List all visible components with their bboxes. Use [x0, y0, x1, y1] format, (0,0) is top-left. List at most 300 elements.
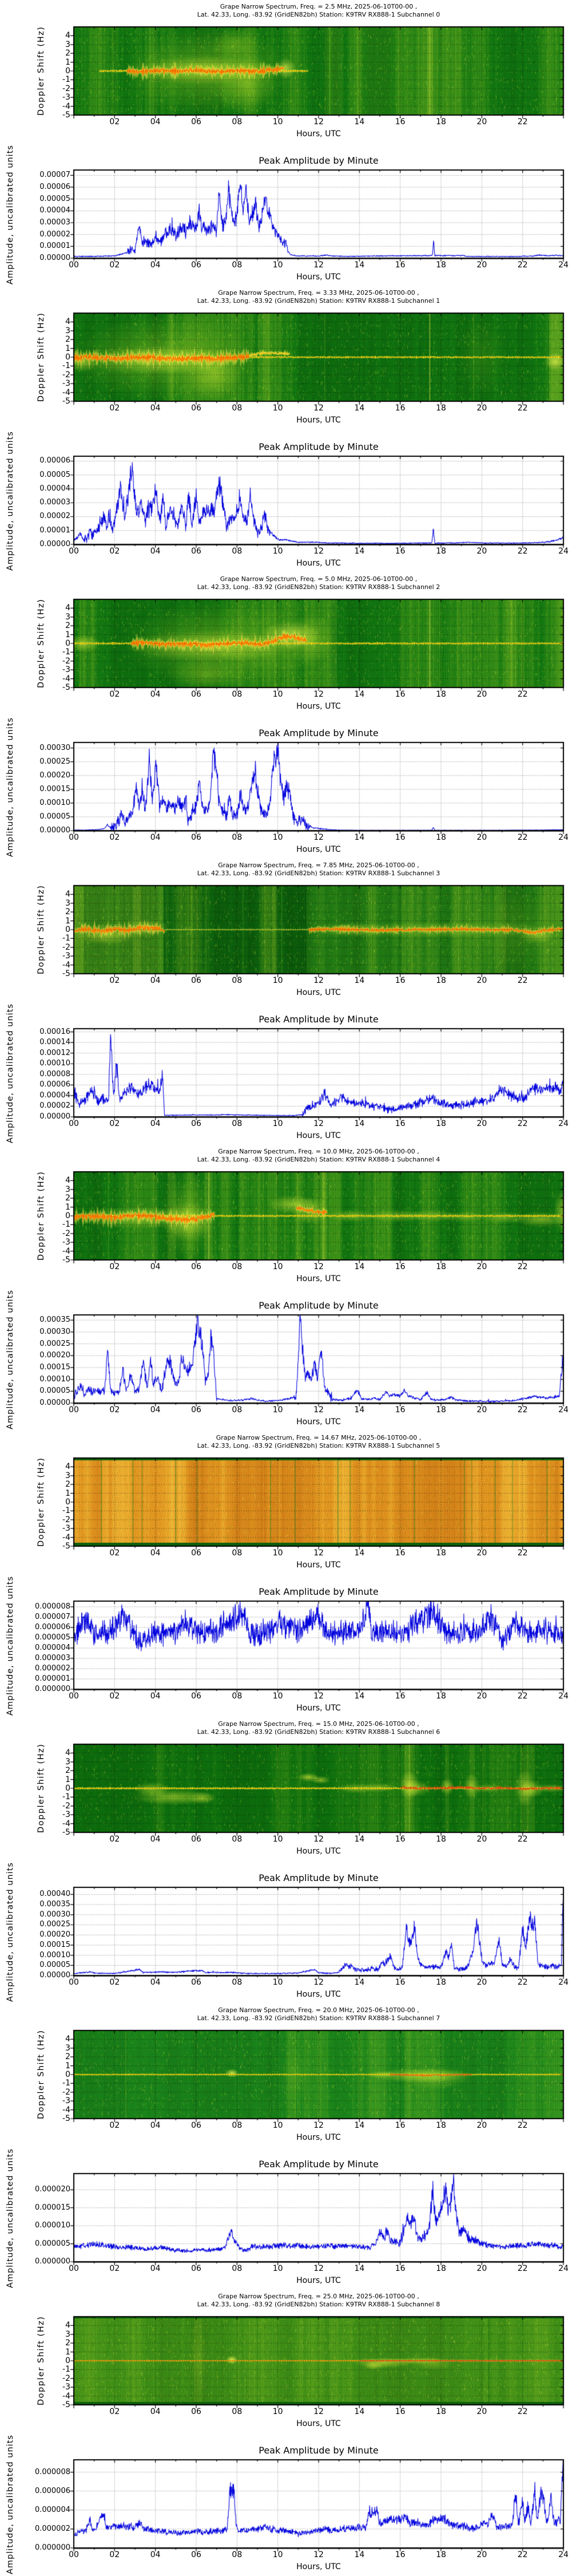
x-tick-label: 04	[150, 117, 161, 127]
x-tick-label: 12	[313, 404, 324, 413]
x-axis-label: Hours, UTC	[296, 2133, 341, 2142]
y-tick-label: 4	[65, 1462, 70, 1472]
y-tick-label: 2	[65, 1194, 70, 1203]
x-tick-label: 10	[272, 1978, 283, 1987]
y-tick-label: 0.00025	[39, 1920, 70, 1929]
x-tick-label: 08	[232, 547, 243, 556]
y-tick-label: 3	[65, 2043, 70, 2053]
x-tick-label: 12	[313, 1548, 324, 1558]
y-tick-label: 0.00001	[39, 242, 70, 251]
plot-title: Peak Amplitude by Minute	[259, 1586, 379, 1597]
x-tick-label: 16	[395, 1405, 406, 1415]
x-tick-label: 18	[436, 1835, 446, 1844]
plot-title-line2: Lat. 42.33, Long. -83.92 (GridEN82bh) Station: K9TRV RX888-1 Subchannel 4	[197, 1156, 440, 1163]
x-tick-label: 20	[476, 1692, 487, 1701]
y-tick-label: 3	[65, 326, 70, 335]
spectrogram-block-5	[0, 1431, 572, 1574]
x-tick-label: 04	[150, 404, 161, 413]
y-axis-label: Doppler Shift (Hz)	[37, 1171, 46, 1261]
y-tick-label: 0.00035	[39, 1315, 70, 1325]
x-tick-label: 16	[395, 1119, 406, 1128]
y-tick-label: 3	[65, 1471, 70, 1480]
y-tick-label: 1	[65, 916, 70, 926]
y-axis-label: Amplitude, uncalibrated units	[6, 2148, 15, 2288]
y-tick-label: 4	[65, 890, 70, 899]
x-tick-label: 06	[191, 976, 201, 985]
y-tick-label: 0.000000	[34, 1685, 70, 1693]
x-tick-label: 22	[517, 1692, 528, 1701]
x-tick-label: 16	[395, 2121, 406, 2130]
x-tick-label: 10	[272, 404, 283, 413]
x-tick-label: 18	[436, 1119, 446, 1128]
y-tick-label: -2	[62, 1515, 70, 1524]
x-tick-label: 02	[109, 1119, 120, 1128]
x-axis-label: Hours, UTC	[296, 129, 341, 139]
x-tick-label: 10	[272, 833, 283, 842]
spectrogram-block-4	[0, 1145, 572, 1288]
x-tick-label: 14	[354, 1548, 365, 1558]
y-tick-label: 0.00008	[39, 1069, 70, 1078]
x-tick-label: 08	[232, 1405, 243, 1415]
x-tick-label: 12	[313, 976, 324, 985]
x-tick-label: 20	[476, 976, 487, 985]
x-tick-label: 06	[191, 1405, 201, 1415]
y-tick-label: 0.00004	[39, 1091, 70, 1100]
y-tick-label: 0.00000	[39, 1971, 70, 1980]
x-tick-label: 02	[109, 1405, 120, 1415]
x-tick-label: 20	[476, 2550, 487, 2559]
y-tick-label: -1	[62, 2079, 70, 2088]
amplitude-block-4	[0, 1288, 572, 1431]
x-tick-label: 24	[558, 1405, 569, 1415]
y-tick-label: 2	[65, 621, 70, 631]
x-tick-label: 18	[436, 833, 446, 842]
y-tick-label: 0.000005	[34, 1633, 70, 1642]
x-tick-label: 10	[272, 1405, 283, 1415]
x-tick-label: 14	[354, 1978, 365, 1987]
y-tick-label: 0.00003	[39, 218, 70, 227]
x-tick-label: 14	[354, 404, 365, 413]
y-tick-label: 1	[65, 57, 70, 67]
y-tick-label: -4	[62, 960, 70, 970]
y-tick-label: 0.000005	[34, 2239, 70, 2248]
y-tick-label: 0.00002	[39, 1101, 70, 1111]
amplitude-block-5	[0, 1574, 572, 1717]
y-tick-label: -5	[62, 2114, 70, 2123]
plot-title-line2: Lat. 42.33, Long. -83.92 (GridEN82bh) Station: K9TRV RX888-1 Subchannel 5	[197, 1442, 440, 1449]
x-tick-label: 16	[395, 1548, 406, 1558]
y-tick-label: -3	[62, 1238, 70, 1247]
x-tick-label: 22	[517, 1262, 528, 1271]
y-tick-label: 0.00010	[39, 1059, 70, 1068]
y-tick-label: 4	[65, 31, 70, 41]
x-tick-label: 18	[436, 2407, 446, 2416]
x-tick-label: 22	[517, 2407, 528, 2416]
x-tick-label: 06	[191, 117, 201, 127]
x-tick-label: 20	[476, 1548, 487, 1558]
y-tick-label: 0.00030	[39, 1910, 70, 1919]
x-tick-label: 16	[395, 2550, 406, 2559]
x-tick-label: 18	[436, 976, 446, 985]
x-tick-label: 22	[517, 690, 528, 699]
y-tick-label: 0	[65, 2070, 70, 2079]
y-tick-label: 0.00004	[39, 206, 70, 215]
x-axis-label: Hours, UTC	[296, 272, 341, 282]
amplitude-block-6	[0, 1860, 572, 2004]
y-tick-label: -3	[62, 93, 70, 102]
x-tick-label: 02	[109, 1978, 120, 1987]
plot-title-line1: Grape Narrow Spectrum, Freq. = 20.0 MHz, 2025-06-10T00-00 ,	[218, 2006, 419, 2014]
y-tick-label: 0.00015	[39, 784, 70, 793]
x-tick-label: 10	[272, 2550, 283, 2559]
amplitude-block-8	[0, 2433, 572, 2576]
x-tick-label: 06	[191, 690, 201, 699]
x-axis-label: Hours, UTC	[296, 1274, 341, 1283]
y-tick-label: -3	[62, 2383, 70, 2392]
y-tick-label: 0.00005	[39, 470, 70, 479]
x-tick-label: 00	[69, 2550, 79, 2559]
x-tick-label: 18	[436, 1405, 446, 1415]
y-tick-label: 0.00005	[39, 812, 70, 821]
y-tick-label: 1	[65, 630, 70, 639]
y-tick-label: 1	[65, 2061, 70, 2071]
y-tick-label: 0.000008	[34, 1602, 70, 1611]
plot-title: Peak Amplitude by Minute	[259, 2159, 379, 2170]
y-tick-label: 0.00010	[39, 1950, 70, 1959]
amplitude-block-2	[0, 716, 572, 859]
plot-title-line1: Grape Narrow Spectrum, Freq. = 5.0 MHz, 2025-06-10T00-00 ,	[220, 575, 418, 583]
y-tick-label: 2	[65, 2052, 70, 2062]
plot-title-line1: Grape Narrow Spectrum, Freq. = 2.5 MHz, 2025-06-10T00-00 ,	[220, 3, 418, 10]
x-tick-label: 16	[395, 117, 406, 127]
y-axis-label: Doppler Shift (Hz)	[37, 26, 46, 116]
x-tick-label: 16	[395, 1692, 406, 1701]
y-tick-label: 2	[65, 1480, 70, 1490]
x-tick-label: 12	[313, 2264, 324, 2273]
x-axis-label: Hours, UTC	[296, 1560, 341, 1570]
x-tick-label: 14	[354, 2264, 365, 2273]
x-tick-label: 06	[191, 2121, 201, 2130]
y-tick-label: -1	[62, 2365, 70, 2374]
x-axis-label: Hours, UTC	[296, 1847, 341, 1856]
y-tick-label: 1	[65, 343, 70, 353]
y-axis-label: Doppler Shift (Hz)	[37, 2316, 46, 2406]
x-tick-label: 08	[232, 833, 243, 842]
y-tick-label: 0.00001	[39, 526, 70, 535]
plot-title: Peak Amplitude by Minute	[259, 441, 379, 452]
x-tick-label: 02	[109, 2264, 120, 2273]
plot-title-line1: Grape Narrow Spectrum, Freq. = 15.0 MHz, 2025-06-10T00-00 ,	[218, 1720, 419, 1728]
y-tick-label: 0	[65, 639, 70, 648]
x-tick-label: 16	[395, 260, 406, 270]
x-tick-label: 08	[232, 1692, 243, 1701]
x-tick-label: 06	[191, 1835, 201, 1844]
y-axis-label: Amplitude, uncalibrated units	[6, 717, 15, 857]
plot-title-line1: Grape Narrow Spectrum, Freq. = 3.33 MHz, 2025-06-10T00-00 ,	[218, 289, 419, 297]
x-tick-label: 08	[232, 976, 243, 985]
y-tick-label: -5	[62, 1542, 70, 1551]
y-tick-label: 4	[65, 1176, 70, 1186]
x-tick-label: 12	[313, 1262, 324, 1271]
x-tick-label: 12	[313, 690, 324, 699]
x-tick-label: 24	[558, 260, 569, 270]
y-tick-label: 1	[65, 1488, 70, 1498]
x-tick-label: 04	[150, 2264, 161, 2273]
x-tick-label: 04	[150, 2121, 161, 2130]
x-axis-label: Hours, UTC	[296, 845, 341, 854]
y-tick-label: 0.00020	[39, 1351, 70, 1360]
y-tick-label: 0.00006	[39, 182, 70, 191]
y-tick-label: 0	[65, 353, 70, 362]
x-tick-label: 22	[517, 2550, 528, 2559]
x-tick-label: 02	[109, 690, 120, 699]
x-tick-label: 24	[558, 1119, 569, 1128]
y-tick-label: 0.00006	[39, 1080, 70, 1089]
y-tick-label: -1	[62, 75, 70, 85]
x-tick-label: 08	[232, 2121, 243, 2130]
y-tick-label: -3	[62, 2096, 70, 2106]
y-tick-label: 0.000020	[34, 2185, 70, 2194]
x-tick-label: 12	[313, 1119, 324, 1128]
y-tick-label: 4	[65, 1748, 70, 1758]
x-tick-label: 20	[476, 690, 487, 699]
x-tick-label: 18	[436, 404, 446, 413]
y-tick-label: 0	[65, 66, 70, 76]
x-tick-label: 00	[69, 833, 79, 842]
y-tick-label: -2	[62, 942, 70, 952]
x-tick-label: 00	[69, 1692, 79, 1701]
y-axis-label: Amplitude, uncalibrated units	[6, 1003, 15, 1143]
x-tick-label: 20	[476, 1978, 487, 1987]
y-tick-label: -3	[62, 1524, 70, 1534]
y-tick-label: -5	[62, 1255, 70, 1265]
y-tick-label: 0	[65, 2356, 70, 2365]
plot-title-line1: Grape Narrow Spectrum, Freq. = 14.67 MHz, 2025-06-10T00-00 ,	[216, 1434, 422, 1441]
y-tick-label: 0.00012	[39, 1048, 70, 1057]
y-tick-label: 0.00005	[39, 1961, 70, 1970]
y-tick-label: 3	[65, 1184, 70, 1194]
y-tick-label: 0.000010	[34, 2221, 70, 2230]
x-tick-label: 18	[436, 1692, 446, 1701]
x-axis-label: Hours, UTC	[296, 702, 341, 711]
y-axis-label: Doppler Shift (Hz)	[37, 312, 46, 402]
amplitude-block-0	[0, 143, 572, 286]
y-tick-label: 0.00003	[39, 498, 70, 507]
y-tick-label: 3	[65, 612, 70, 622]
x-tick-label: 12	[313, 1835, 324, 1844]
x-axis-label: Hours, UTC	[296, 1704, 341, 1713]
plot-title-line1: Grape Narrow Spectrum, Freq. = 10.0 MHz, 2025-06-10T00-00 ,	[218, 1148, 419, 1155]
y-tick-label: 3	[65, 1757, 70, 1767]
y-tick-label: -4	[62, 674, 70, 683]
plot-title: Peak Amplitude by Minute	[259, 728, 379, 738]
x-tick-label: 16	[395, 690, 406, 699]
x-tick-label: 20	[476, 404, 487, 413]
y-tick-label: 2	[65, 1766, 70, 1776]
x-axis-label: Hours, UTC	[296, 2276, 341, 2285]
x-tick-label: 06	[191, 1548, 201, 1558]
x-tick-label: 02	[109, 2550, 120, 2559]
y-axis-label: Amplitude, uncalibrated units	[6, 1862, 15, 2002]
x-tick-label: 08	[232, 1548, 243, 1558]
x-tick-label: 22	[517, 2121, 528, 2130]
x-tick-label: 16	[395, 1262, 406, 1271]
x-tick-label: 00	[69, 1405, 79, 1415]
x-tick-label: 18	[436, 1262, 446, 1271]
y-tick-label: 2	[65, 907, 70, 917]
x-tick-label: 04	[150, 1548, 161, 1558]
y-tick-label: -4	[62, 388, 70, 397]
y-tick-label: -1	[62, 1792, 70, 1802]
x-tick-label: 04	[150, 2407, 161, 2416]
y-tick-label: -3	[62, 951, 70, 961]
x-tick-label: 02	[109, 1548, 120, 1558]
spectrogram-block-2	[0, 572, 572, 716]
y-tick-label: 0	[65, 1211, 70, 1220]
y-axis-label: Amplitude, uncalibrated units	[6, 1290, 15, 1429]
x-tick-label: 14	[354, 2407, 365, 2416]
x-tick-label: 04	[150, 976, 161, 985]
y-tick-label: -1	[62, 1220, 70, 1230]
x-tick-label: 10	[272, 1119, 283, 1128]
x-tick-label: 06	[191, 833, 201, 842]
y-tick-label: 0.00000	[39, 540, 70, 548]
y-tick-label: -2	[62, 2373, 70, 2383]
x-tick-label: 24	[558, 2264, 569, 2273]
spectrogram-block-0	[0, 0, 572, 143]
x-tick-label: 04	[150, 1978, 161, 1987]
y-tick-label: 0.00000	[39, 1398, 70, 1407]
amplitude-block-1	[0, 429, 572, 572]
x-tick-label: 02	[109, 1262, 120, 1271]
y-tick-label: 0.00006	[39, 456, 70, 465]
x-tick-label: 00	[69, 1978, 79, 1987]
x-tick-label: 14	[354, 1405, 365, 1415]
x-tick-label: 10	[272, 2121, 283, 2130]
x-axis-label: Hours, UTC	[296, 559, 341, 568]
plot-title-line2: Lat. 42.33, Long. -83.92 (GridEN82bh) Station: K9TRV RX888-1 Subchannel 1	[197, 297, 440, 305]
y-tick-label: 2	[65, 49, 70, 58]
y-tick-label: 2	[65, 2338, 70, 2348]
y-tick-label: -5	[62, 397, 70, 406]
x-tick-label: 16	[395, 547, 406, 556]
x-tick-label: 22	[517, 1119, 528, 1128]
x-tick-label: 18	[436, 2264, 446, 2273]
x-tick-label: 14	[354, 1692, 365, 1701]
x-tick-label: 24	[558, 1978, 569, 1987]
x-tick-label: 04	[150, 1119, 161, 1128]
x-tick-label: 18	[436, 1978, 446, 1987]
x-tick-label: 16	[395, 1835, 406, 1844]
x-tick-label: 20	[476, 1835, 487, 1844]
spectrogram-block-6	[0, 1717, 572, 1860]
y-tick-label: 0.00030	[39, 1327, 70, 1336]
y-tick-label: -4	[62, 2105, 70, 2115]
y-axis-label: Doppler Shift (Hz)	[37, 2029, 46, 2120]
y-tick-label: 0.00020	[39, 1930, 70, 1939]
x-tick-label: 18	[436, 2550, 446, 2559]
y-tick-label: 0.00007	[39, 171, 70, 180]
y-tick-label: 0.00035	[39, 1900, 70, 1909]
x-tick-label: 18	[436, 260, 446, 270]
x-tick-label: 22	[517, 1405, 528, 1415]
y-tick-label: -2	[62, 2087, 70, 2097]
y-tick-label: 0.000003	[34, 1653, 70, 1662]
y-tick-label: 0.00005	[39, 194, 70, 203]
y-tick-label: 0.00005	[39, 1386, 70, 1396]
y-axis-label: Doppler Shift (Hz)	[37, 598, 46, 689]
x-tick-label: 20	[476, 2264, 487, 2273]
y-tick-label: -1	[62, 361, 70, 371]
plot-title: Peak Amplitude by Minute	[259, 2445, 379, 2456]
y-tick-label: -2	[62, 1228, 70, 1238]
x-tick-label: 22	[517, 260, 528, 270]
y-tick-label: -3	[62, 379, 70, 389]
x-tick-label: 04	[150, 1262, 161, 1271]
y-tick-label: 1	[65, 2347, 70, 2357]
x-tick-label: 06	[191, 547, 201, 556]
y-tick-label: -2	[62, 370, 70, 380]
x-tick-label: 04	[150, 2550, 161, 2559]
x-tick-label: 08	[232, 1835, 243, 1844]
x-tick-label: 20	[476, 117, 487, 127]
x-tick-label: 04	[150, 547, 161, 556]
x-tick-label: 18	[436, 547, 446, 556]
x-tick-label: 14	[354, 2121, 365, 2130]
x-tick-label: 16	[395, 833, 406, 842]
x-tick-label: 10	[272, 1692, 283, 1701]
x-tick-label: 22	[517, 2264, 528, 2273]
x-axis-label: Hours, UTC	[296, 988, 341, 997]
x-tick-label: 02	[109, 2407, 120, 2416]
y-tick-label: 0.000000	[34, 2543, 70, 2552]
x-tick-label: 22	[517, 1978, 528, 1987]
y-axis-label: Doppler Shift (Hz)	[37, 1457, 46, 1547]
x-axis-label: Hours, UTC	[296, 1417, 341, 1427]
x-tick-label: 08	[232, 1262, 243, 1271]
x-tick-label: 22	[517, 833, 528, 842]
x-tick-label: 22	[517, 117, 528, 127]
x-axis-label: Hours, UTC	[296, 1131, 341, 1140]
x-tick-label: 22	[517, 547, 528, 556]
y-tick-label: -5	[62, 683, 70, 692]
x-tick-label: 20	[476, 833, 487, 842]
y-tick-label: 0.00040	[39, 1890, 70, 1899]
plot-title: Peak Amplitude by Minute	[259, 155, 379, 166]
y-tick-label: 0.00004	[39, 484, 70, 493]
y-tick-label: 0.00014	[39, 1038, 70, 1047]
x-tick-label: 12	[313, 2550, 324, 2559]
x-tick-label: 10	[272, 1262, 283, 1271]
x-tick-label: 22	[517, 976, 528, 985]
x-tick-label: 12	[313, 2407, 324, 2416]
y-tick-label: 3	[65, 2329, 70, 2339]
x-tick-label: 06	[191, 1119, 201, 1128]
x-tick-label: 06	[191, 2550, 201, 2559]
y-tick-label: 0.000002	[34, 2524, 70, 2533]
y-tick-label: -4	[62, 1246, 70, 1256]
x-tick-label: 16	[395, 976, 406, 985]
y-tick-label: 0.00010	[39, 1374, 70, 1384]
y-tick-label: 0	[65, 1784, 70, 1793]
plot-title: Peak Amplitude by Minute	[259, 1872, 379, 1883]
y-tick-label: 0.000006	[34, 2486, 70, 2495]
y-tick-label: 0.00000	[39, 826, 70, 835]
y-tick-label: -1	[62, 934, 70, 943]
x-tick-label: 06	[191, 404, 201, 413]
y-tick-label: 0	[65, 925, 70, 934]
x-tick-label: 06	[191, 1262, 201, 1271]
